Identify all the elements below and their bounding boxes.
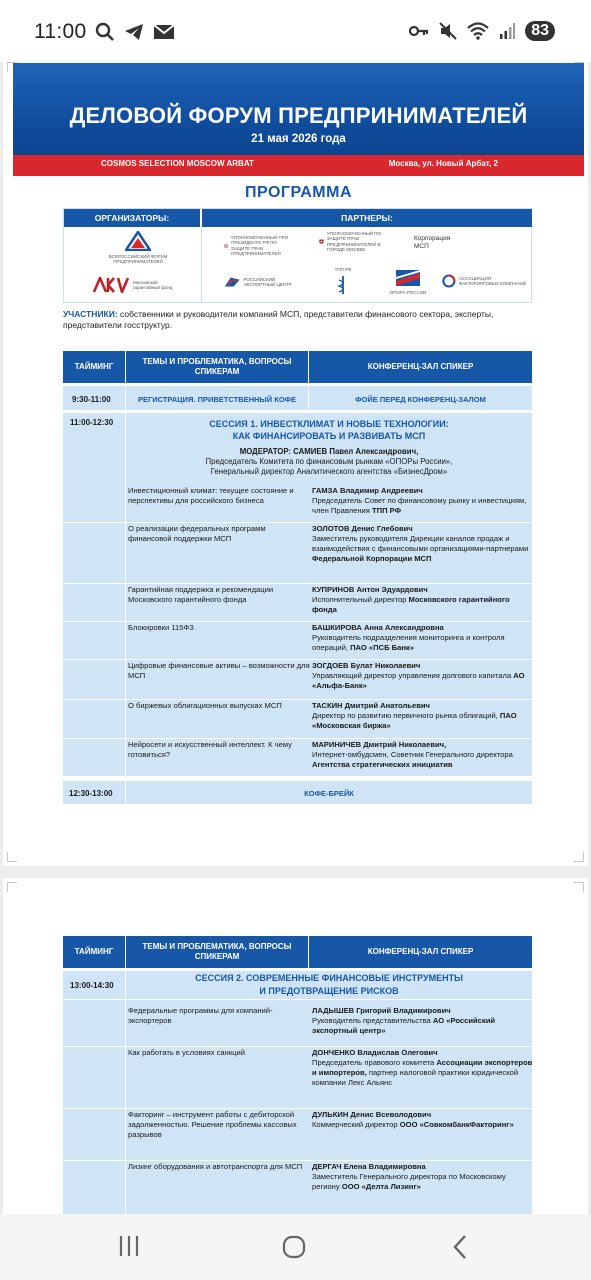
participants-text: УЧАСТНИКИ: собственники и руководители компаний МСП, представители финансового сектора, эксперты, представители госструктур.: [63, 309, 494, 331]
topic-cell: О реализации федеральных программ финансовой поддержки МСП: [128, 524, 266, 543]
speaker-cell: [312, 661, 534, 691]
speaker-cell: [312, 1006, 534, 1036]
speaker-cell: [312, 740, 534, 770]
search-icon: [95, 22, 115, 42]
logo-ombudsman-moscow: УПОЛНОМОЧЕННЫЙ ПО ЗАЩИТЕ ПРАВ ПРЕДПРИНИМАТЕЛЕЙ В ГОРОДЕ МОСКВЕ: [319, 231, 391, 253]
speaker-name: ЛАДЫШЕВ Григорий Владимирович: [312, 1006, 451, 1015]
speaker-cell: [312, 1162, 534, 1192]
reg-time: 9:30-11:00: [72, 395, 111, 404]
organizers-partners-block: [63, 208, 532, 303]
speaker-role: Директор по развитию первичного рынка облигаций,: [312, 710, 500, 720]
speaker-cell: [312, 1110, 534, 1130]
speaker-role-extra: партнер налоговой практики юридической компании Лекс Альянс: [312, 1067, 519, 1087]
topic-cell: Блокировки 115ФЗ: [128, 623, 194, 632]
header-hall: КОНФЕРЕНЦ-ЗАЛ СПИКЕР: [309, 351, 532, 383]
logo-tpp: ТПП РФ: [326, 267, 360, 295]
row-divider: [63, 1108, 532, 1109]
forum-date: 21 мая 2026 года: [251, 133, 346, 145]
speaker-org: Агентства стратегических инициатив: [312, 759, 453, 769]
session1-title-2: КАК ФИНАНСИРОВАТЬ И РАЗВИВАТЬ МСП: [232, 431, 426, 441]
topic-cell: Федеральные программы для компаний-экспортеров: [128, 1006, 273, 1025]
logo-ombudsman-rf: УПОЛНОМОЧЕННЫЙ ПРИ ПРЕЗИДЕНТЕ РФ ПО ЗАЩИТЕ ПРАВ ПРЕДПРИНИМАТЕЛЕЙ: [224, 235, 296, 257]
speaker-role: Руководитель представительства: [312, 1015, 433, 1025]
speaker-org: Ассоциации экспортеров и импортеров,: [312, 1057, 533, 1077]
mgf-logo-icon: [92, 277, 130, 293]
topic-cell: Цифровые финансовые активы – возможности для МСП: [128, 661, 310, 680]
session2-time: 13:00-14:30: [70, 981, 114, 990]
speaker-role: Управляющий директор управления долгового капитала: [312, 670, 514, 680]
afk-logo-icon: [442, 271, 456, 291]
row-divider: [63, 621, 532, 622]
row-divider: [63, 699, 532, 700]
speaker-name: ЗОЛОТОВ Денис Глебович: [312, 524, 413, 533]
speaker-name: ГАМЗА Владимир Андреевич: [312, 486, 423, 495]
venue-name: COSMOS SELECTION MOSCOW ARBAT: [101, 159, 254, 168]
speaker-name: БАШКИРОВА Анна Александровна: [312, 623, 444, 632]
header-timing: ТАЙМИНГ: [63, 351, 125, 383]
row-divider: [63, 583, 532, 584]
speaker-role: Председатель Совет по финансовому рынку и инвестициям, член Правления: [312, 495, 527, 515]
speaker-org: ООО «Делта Лизинг»: [341, 1181, 421, 1191]
row-divider: [63, 738, 532, 739]
speaker-name: КУПРИНОВ Антон Эдуардович: [312, 585, 428, 594]
speaker-role: Заместитель руководителя Дирекции каналов продаж и взаимодействия с финансовыми организациями-партнерами: [312, 533, 529, 553]
speaker-org: ПАО «ПСБ Банк»: [350, 642, 414, 652]
speaker-role: Заместитель Генерального директора по Московскому региону: [312, 1171, 506, 1191]
mail-icon: [153, 24, 175, 40]
logo-afk: АССОЦИАЦИЯ ФАКТОРИНГОВЫХ КОМПАНИЙ: [442, 271, 528, 291]
speaker-name: ТАСКИН Дмитрий Анатольевич: [312, 701, 430, 710]
speaker-role: Коммерческий директор: [312, 1119, 400, 1129]
speaker-name: ЗОГДОЕВ Булат Николаевич: [312, 661, 421, 670]
document-page-2[interactable]: [3, 878, 588, 1214]
p2-header-topics: ТЕМЫ И ПРОБЛЕМАТИКА, ВОПРОСЫ СПИКЕРАМ: [126, 936, 308, 968]
program-title: ПРОГРАММА: [244, 184, 352, 201]
speaker-name: ДУЛЬКИН Денис Всеволодович: [312, 1110, 432, 1119]
session1-title: СЕССИЯ 1. ИНВЕСТКЛИМАТ И НОВЫЕ ТЕХНОЛОГИИ:: [209, 419, 449, 429]
speaker-cell: [312, 623, 534, 653]
clock: 11:00: [34, 20, 87, 43]
speaker-role: Исполнительный директор: [312, 594, 409, 604]
wifi-icon: [467, 22, 489, 40]
reg-text: РЕГИСТРАЦИЯ. ПРИВЕТСТВЕННЫЙ КОФЕ: [137, 395, 297, 404]
p2-header-timing: ТАЙМИНГ: [63, 936, 125, 968]
break-time: 12:30-13:00: [69, 789, 113, 798]
speaker-org: ПАО «Московская биржа»: [312, 710, 517, 730]
back-icon[interactable]: [452, 1234, 468, 1260]
speaker-org: ТПП РФ: [372, 505, 402, 515]
session2-title-2: И ПРЕДОТВРАЩЕНИЕ РИСКОВ: [259, 986, 399, 996]
venue-address: Москва, ул. Новый Арбат, 2: [388, 159, 498, 168]
forum-title: ДЕЛОВОЙ ФОРУМ ПРЕДПРИНИМАТЕЛЕЙ: [69, 103, 528, 128]
recent-apps-icon[interactable]: [118, 1234, 140, 1258]
speaker-cell: [312, 524, 534, 563]
session1-time: 11:00-12:30: [70, 418, 114, 427]
rec-logo-icon: [224, 275, 240, 289]
topic-cell: Инвестиционный климат: текущее состояние и перспективы для российского бизнеса: [128, 486, 294, 505]
header-topics: ТЕМЫ И ПРОБЛЕМАТИКА, ВОПРОСЫ СПИКЕРАМ: [126, 351, 308, 383]
topic-cell: Гарантийная поддержка и рекомендации Московского гарантийного фонда: [128, 585, 274, 604]
topic-cell: Нейросети и искусственный интеллект. К чему готовиться?: [128, 740, 292, 759]
speaker-org: АО «Российский экспортный центр»: [312, 1015, 496, 1035]
reg-place: ФОЙЕ ПЕРЕД КОНФЕРЕНЦ-ЗАЛОМ: [355, 395, 486, 404]
logo-corp-msp: Корпорация МСП: [414, 235, 451, 250]
speaker-cell: [312, 585, 534, 615]
logo-rec: РОССИЙСКИЙ ЭКСПОРТНЫЙ ЦЕНТР: [224, 275, 304, 289]
moscow-emblem-icon: [319, 234, 324, 250]
key-icon: [409, 25, 429, 37]
battery-level: 83: [525, 21, 555, 41]
telegram-icon: [124, 23, 144, 41]
row-divider: [63, 659, 532, 660]
topic-cell: Лизинг оборудования и автотранспорта для МСП: [128, 1162, 303, 1171]
speaker-cell: [312, 1048, 534, 1087]
partners-label: ПАРТНЕРЫ:: [202, 209, 532, 227]
triangle-logo-icon: [125, 231, 151, 251]
speaker-org: Московского гарантийного фонда: [312, 594, 510, 614]
topic-cell: Как работать в условиях санкций: [128, 1048, 245, 1057]
home-icon[interactable]: [282, 1235, 306, 1259]
organizers-label: ОРГАНИЗАТОРЫ:: [64, 209, 201, 227]
logo-mgf: Московский гарантийный фонд: [92, 277, 192, 293]
document-page-1[interactable]: [3, 58, 588, 866]
speaker-name: ДОНЧЕНКО Владислав Олегович: [312, 1048, 438, 1057]
row-divider: [63, 1160, 532, 1161]
session2-title: СЕССИЯ 2. СОВРЕМЕННЫЕ ФИНАНСОВЫЕ ИНСТРУМЕНТЫ: [195, 973, 463, 983]
speaker-role: Интернет-омбудсмен, Советник Генерального директора: [312, 749, 513, 759]
speaker-cell: [312, 486, 534, 516]
topic-cell: О биржевых облигационных выпусках МСП: [128, 701, 282, 710]
speaker-org: Федеральной Корпорации МСП: [312, 553, 432, 563]
speaker-org: ООО «СовкомбанкФакторинг»: [399, 1119, 514, 1129]
mute-icon: [439, 22, 457, 40]
venue-bar: [13, 155, 584, 176]
speaker-cell: [312, 701, 534, 731]
speaker-name: МАРИНИЧЕВ Дмитрий Николаевич,: [312, 740, 447, 749]
caduceus-icon: [337, 275, 349, 295]
logo-vsefp: ВСЕРОССИЙСКИЙ ФОРУМ ПРЕДПРИНИМАТЕЛЕЙ: [108, 231, 168, 265]
logo-opora: ОПОРА РОССИИ: [384, 269, 432, 295]
p2-header-hall: КОНФЕРЕНЦ-ЗАЛ СПИКЕР: [309, 936, 532, 968]
row-divider: [63, 522, 532, 523]
speaker-name: ДЕРГАЧ Елена Владимировна: [312, 1162, 426, 1171]
emblem-icon: [224, 240, 228, 252]
session1-moderator: МОДЕРАТОР: САМИЕВ Павел Александрович, Председатель Комитета по финансовым рынкам «ОПОРы России», Генеральный директор Аналитического агентства «БизнесДром»: [205, 447, 453, 477]
topic-cell: Факторинг – инструмент работы с дебиторской задолженностью. Решение проблемы кассовых разрывов: [128, 1110, 297, 1139]
break-text: КОФЕ-БРЕЙК: [304, 789, 354, 798]
signal-icon: [499, 22, 515, 40]
navigation-bar: [0, 1214, 591, 1280]
row-divider: [63, 1046, 532, 1047]
speaker-role: Руководитель подразделения мониторинга и контроля операций,: [312, 632, 505, 652]
opora-logo-icon: [395, 269, 421, 287]
speaker-org: АО «Альфа-Банк»: [312, 670, 525, 690]
status-bar: [0, 0, 591, 62]
speaker-role: Председатель правового комитета: [312, 1057, 437, 1067]
